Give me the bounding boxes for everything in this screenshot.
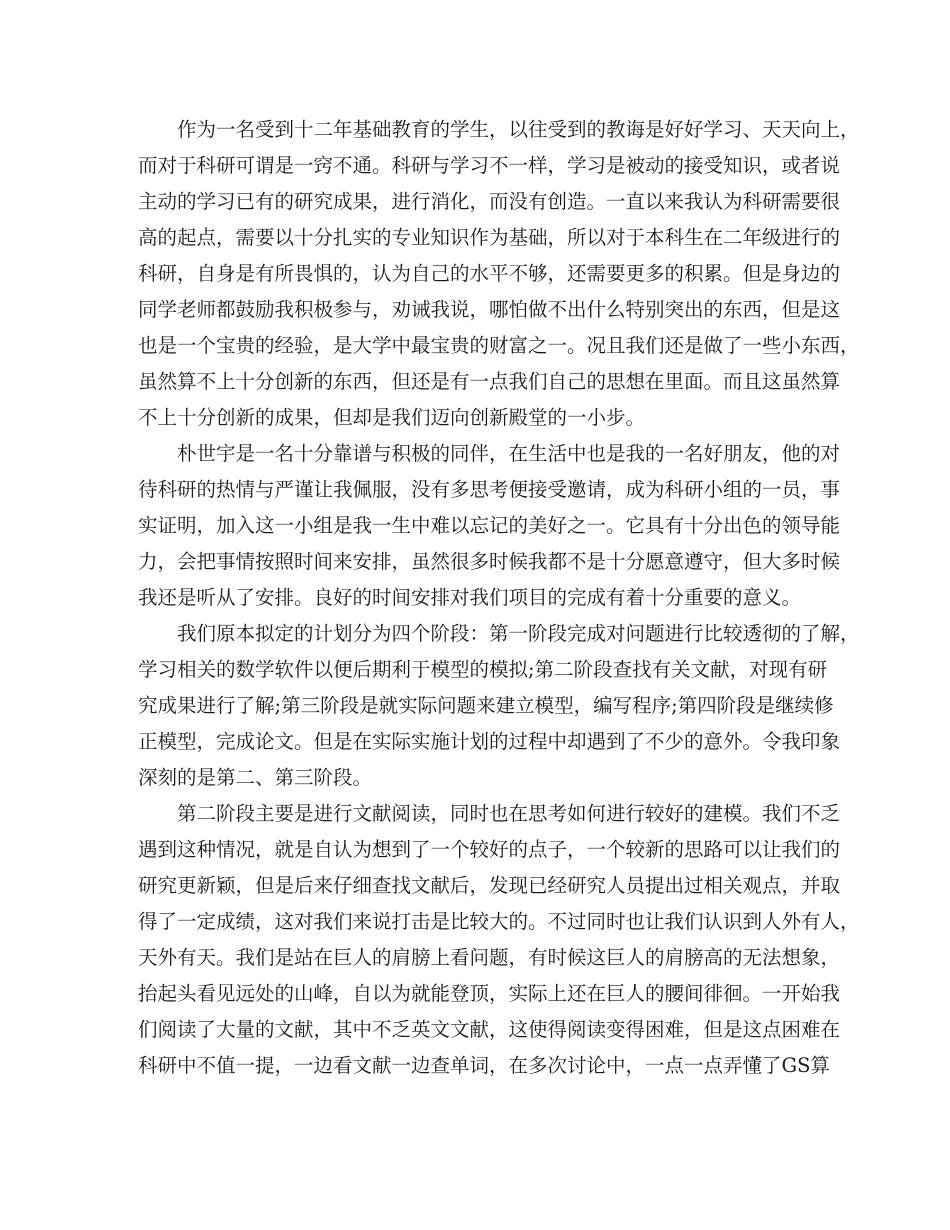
text-line: 深刻的是第二、第三阶段。 bbox=[138, 766, 373, 789]
text-line: 实证明，加入这一小组是我一生中难以忘记的美好之一。它具有十分出色的领导能 bbox=[138, 514, 841, 537]
text-line: 第二阶段主要是进行文献阅读，同时也在思考如何进行较好的建模。我们不乏 bbox=[138, 802, 841, 825]
text-line: 究成果进行了解;第三阶段是就实际问题来建立模型，编写程序;第四阶段是继续修 bbox=[138, 694, 834, 717]
text-line: 我还是听从了安排。良好的时间安排对我们项目的完成有着十分重要的意义。 bbox=[138, 586, 802, 609]
text-line: 科研中不值一提，一边看文献一边查单词，在多次讨论中，一点一点弄懂了GS算 bbox=[138, 1054, 830, 1077]
text-line: 们阅读了大量的文献，其中不乏英文文献，这使得阅读变得困难，但是这点困难在 bbox=[138, 1018, 841, 1041]
text-line: 同学老师都鼓励我积极参与，劝诫我说，哪怕做不出什么特别突出的东西，但是这 bbox=[138, 298, 841, 321]
text-line: 正模型，完成论文。但是在实际实施计划的过程中却遇到了不少的意外。令我印象 bbox=[138, 730, 841, 753]
text-line: 也是一个宝贵的经验，是大学中最宝贵的财富之一。况且我们还是做了一些小东西， bbox=[138, 334, 860, 357]
text-line: 研究更新颖，但是后来仔细查找文献后，发现已经研究人员提出过相关观点，并取 bbox=[138, 874, 841, 897]
text-line: 学习相关的数学软件以便后期利于模型的模拟;第二阶段查找有关文献，对现有研 bbox=[138, 658, 828, 681]
text-line: 作为一名受到十二年基础教育的学生，以往受到的教诲是好好学习、天天向上， bbox=[138, 118, 860, 141]
text-line: 高的起点，需要以十分扎实的专业知识作为基础，所以对于本科生在二年级进行的 bbox=[138, 226, 841, 249]
text-line: 遇到这种情况，就是自认为想到了一个较好的点子，一个较新的思路可以让我们的 bbox=[138, 838, 841, 861]
body-text bbox=[138, 112, 860, 1084]
text-line: 力，会把事情按照时间来安排，虽然很多时候我都不是十分愿意遵守，但大多时候 bbox=[138, 550, 841, 573]
text-line: 科研，自身是有所畏惧的，认为自己的水平不够，还需要更多的积累。但是身边的 bbox=[138, 262, 841, 285]
text-line: 不上十分创新的成果，但却是我们迈向创新殿堂的一小步。 bbox=[138, 406, 646, 429]
text-line: 我们原本拟定的计划分为四个阶段：第一阶段完成对问题进行比较透彻的了解， bbox=[138, 622, 860, 645]
text-line: 虽然算不上十分创新的东西，但还是有一点我们自己的思想在里面。而且这虽然算 bbox=[138, 370, 841, 393]
text-line: 得了一定成绩，这对我们来说打击是比较大的。不过同时也让我们认识到人外有人， bbox=[138, 910, 860, 933]
text-line: 而对于科研可谓是一窍不通。科研与学习不一样，学习是被动的接受知识，或者说 bbox=[138, 154, 841, 177]
text-line: 待科研的热情与严谨让我佩服，没有多思考便接受邀请，成为科研小组的一员，事 bbox=[138, 478, 841, 501]
text-line: 朴世宇是一名十分靠谱与积极的同伴，在生活中也是我的一名好朋友，他的对 bbox=[138, 442, 841, 465]
text-line: 天外有天。我们是站在巨人的肩膀上看问题，有时候这巨人的肩膀高的无法想象， bbox=[138, 946, 841, 969]
text-line: 抬起头看见远处的山峰，自以为就能登顶，实际上还在巨人的腰间徘徊。一开始我 bbox=[138, 982, 841, 1005]
text-line: 主动的学习已有的研究成果，进行消化，而没有创造。一直以来我认为科研需要很 bbox=[138, 190, 841, 213]
